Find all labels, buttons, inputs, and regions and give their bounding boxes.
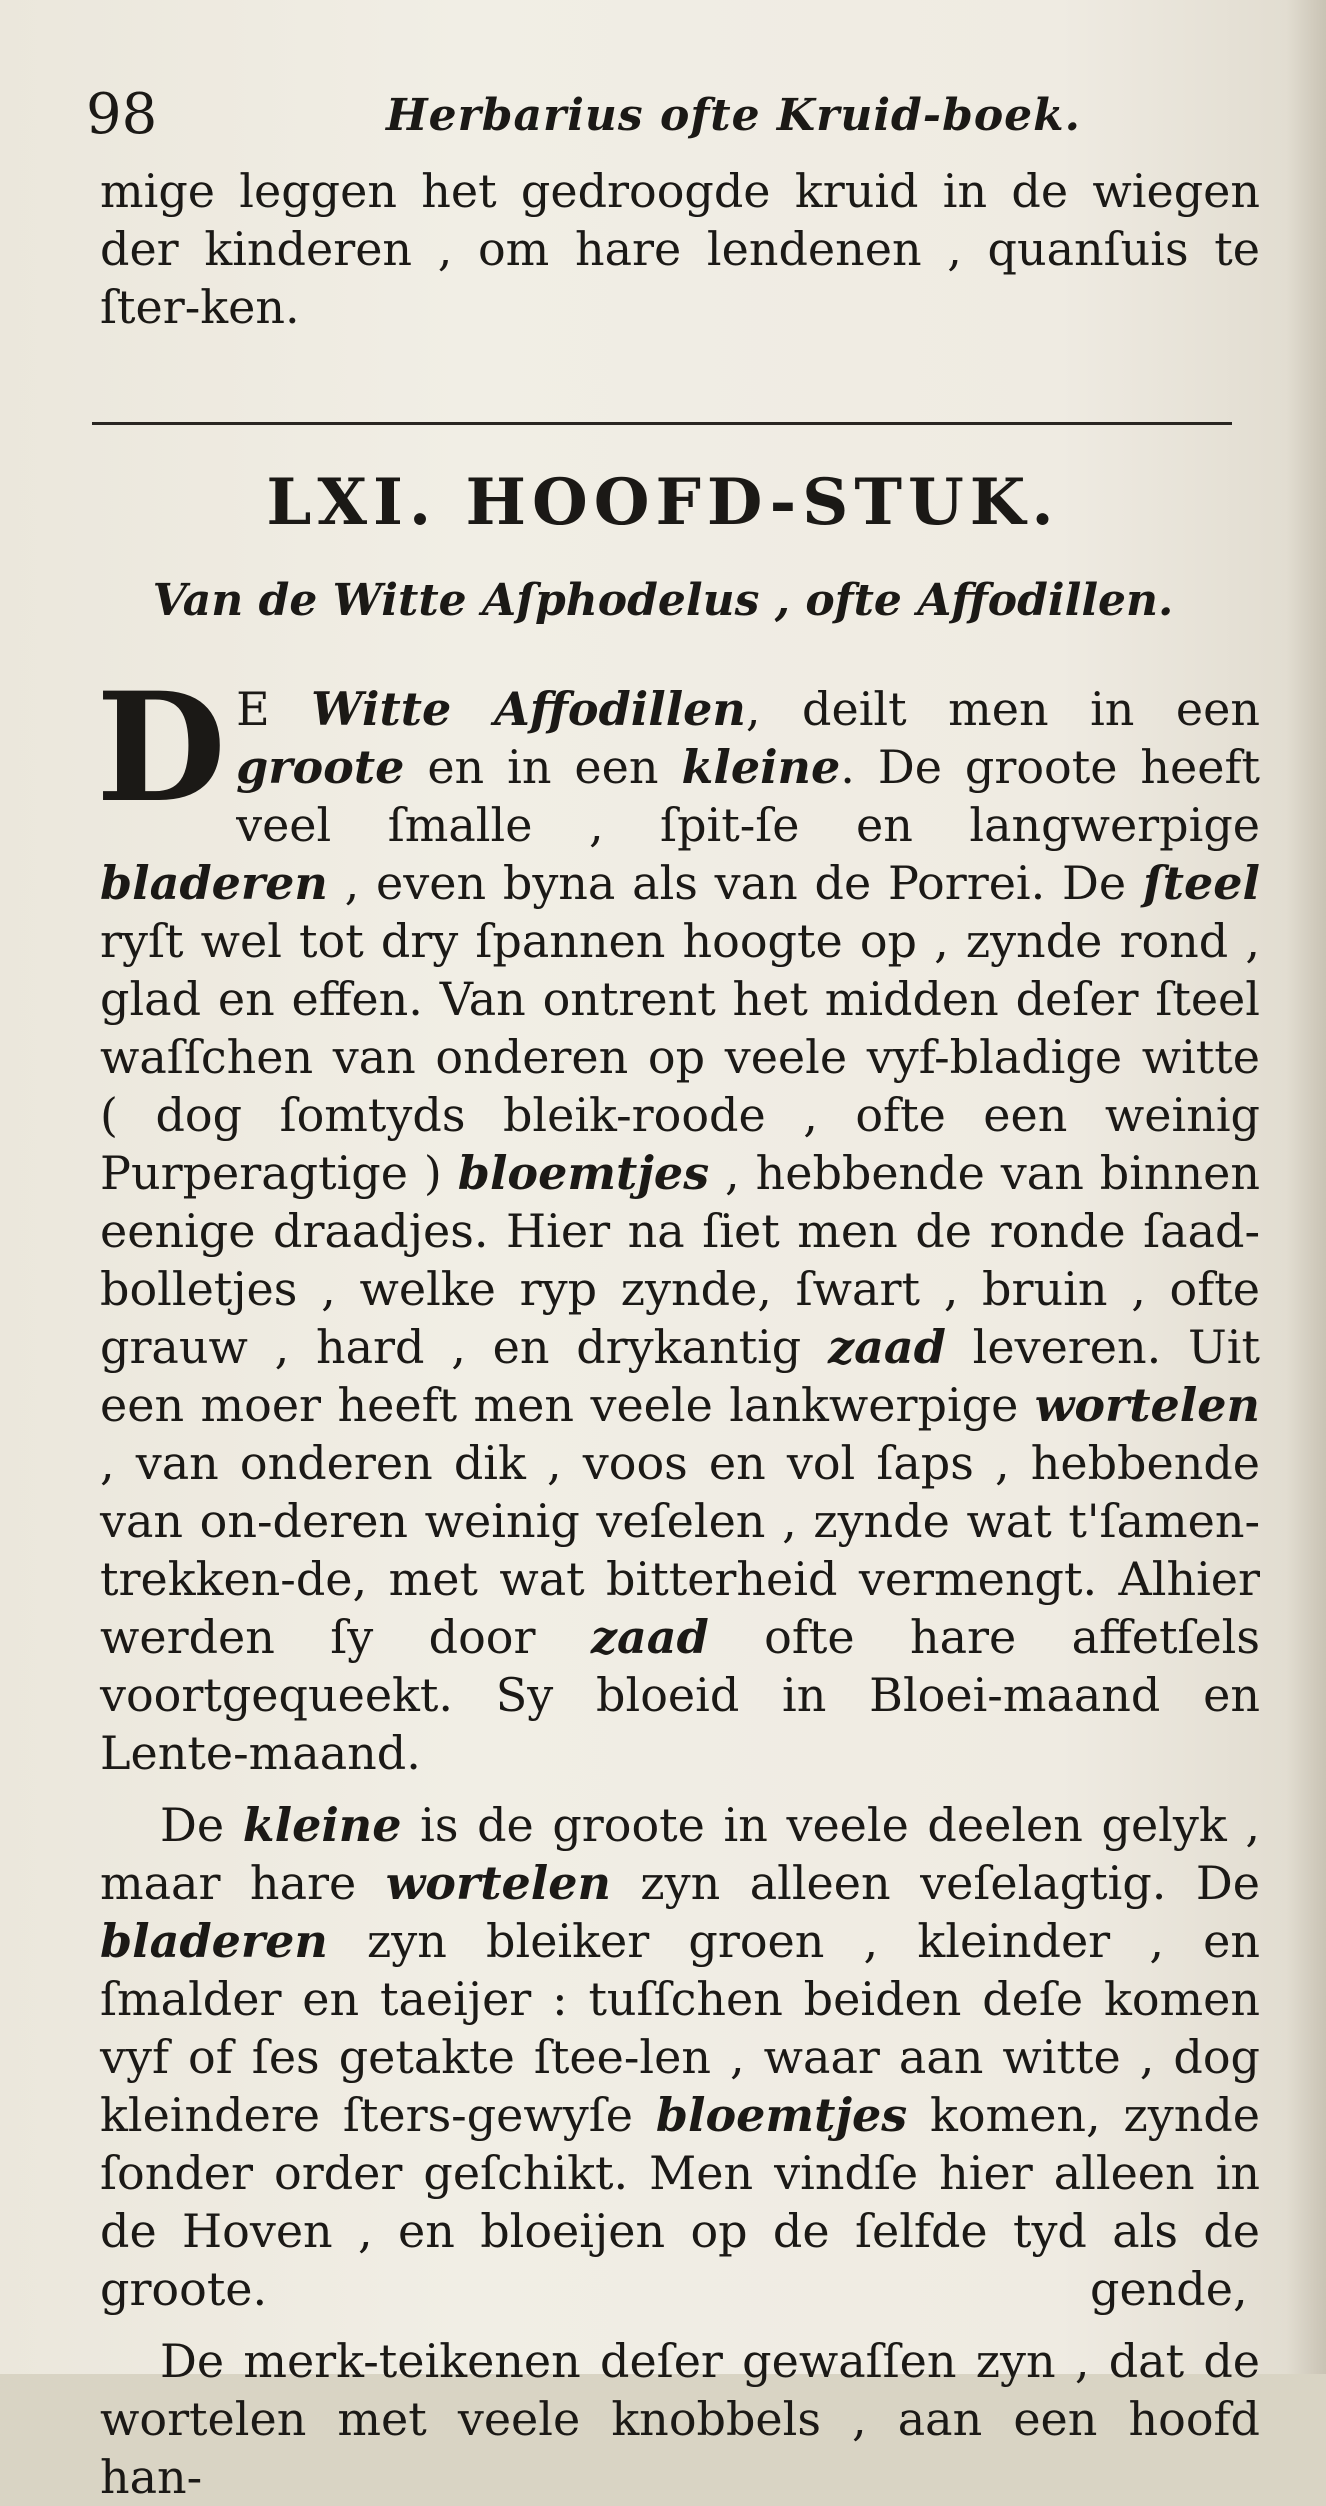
italic-term: bladeren: [100, 856, 328, 910]
text-run: De merk-teikenen deſer gewaſſen zyn , dat de wortelen met veele knobbels , aan een hoofd han-: [100, 2334, 1260, 2504]
italic-term: bladeren: [100, 1914, 328, 1968]
text-run: leveren. Uit een moer heeft men veele lankwerpige: [100, 1320, 1260, 1432]
text-run: komen, zynde ſonder order geſchikt. Men vindſe hier alleen in de Hoven , en bloeijen op de ſelfde tyd als de groote.: [100, 2088, 1261, 2316]
chapter-subtitle: Van de Witte Aſphodelus , ofte Affodillen.: [152, 575, 1174, 626]
section-divider: [92, 422, 1232, 425]
text-run: ryſt wel tot dry ſpannen hoogte op , zynde rond , glad en effen. Van ontrent het midden deſer ſteel waſſchen van onderen op veele vyf-bladige witte ( dog ſomtyds bleik-roode , ofte een weinig Purperagtige ): [100, 914, 1260, 1200]
text-run: zyn alleen veſelagtig. De: [610, 1856, 1261, 1910]
chapter-heading: LXI. HOOFD-STUK.: [266, 465, 1060, 540]
italic-term: bloemtjes: [457, 1146, 710, 1200]
paragraph: [96, 660, 1261, 1782]
text-run: en in een: [404, 740, 682, 794]
italic-term: kleine: [681, 740, 841, 794]
catchword: gende,: [1090, 2262, 1248, 2316]
italic-term: zaad: [827, 1320, 946, 1374]
text-run: , even byna als van de Porrei. De: [327, 856, 1143, 910]
italic-term: wortelen: [1034, 1378, 1260, 1432]
text-run: , hebbende van binnen eenige draadjes. Hier na ſiet men de ronde ſaad-bolletjes , welke ryp zynde, ſwart , bruin , ofte grauw , hard , en drykantig: [100, 1146, 1261, 1374]
italic-term: zaad: [590, 1610, 709, 1664]
text-run: , van onderen dik , voos en vol ſaps , hebbende van on-deren weinig veſelen , zynde wat t'ſamen-trekken-de, met wat bitterheid vermengt. Alhier werden ſy door: [100, 1436, 1260, 1664]
text-run: ofte hare affetſels voortgequeekt. Sy bloeid in Bloei-maand en Lente-maand.: [100, 1610, 1260, 1780]
paragraph: [100, 1796, 1260, 2318]
text-run: E: [236, 682, 312, 736]
paragraph: [100, 2332, 1260, 2506]
drop-cap: D: [96, 660, 227, 836]
text-run: . De groote heeft veel ſmalle , ſpit-ſe en langwerpige: [236, 740, 1260, 852]
page-header: [86, 82, 1256, 152]
italic-term: groote: [236, 740, 405, 794]
italic-term: ſteel: [1142, 856, 1260, 910]
text-run: zyn bleiker groen , kleinder , en ſmalder en taeijer : tuſſchen beiden deſe komen vyf of ſes getakte ſtee-len , waar aan witte , dog kleindere ſters-gewyſe: [100, 1914, 1260, 2142]
italic-term: wortelen: [385, 1856, 611, 1910]
text-run: De: [160, 1798, 243, 1852]
italic-term: bloemtjes: [655, 2088, 908, 2142]
page-number: 98: [86, 82, 158, 147]
text-run: , deilt men in een: [745, 682, 1260, 736]
running-title: Herbarius ofte Kruid-boek.: [386, 90, 1081, 141]
body-text: [96, 660, 1261, 2506]
italic-term: Witte Affodillen: [311, 682, 746, 736]
opening-text: mige leggen het gedroogde kruid in de wiegen der kinderen , om hare lendenen , quanſuis te ſter-ken.: [100, 164, 1260, 334]
italic-term: kleine: [242, 1798, 402, 1852]
text-run: is de groote in veele deelen gelyk , maar hare: [100, 1798, 1260, 1910]
